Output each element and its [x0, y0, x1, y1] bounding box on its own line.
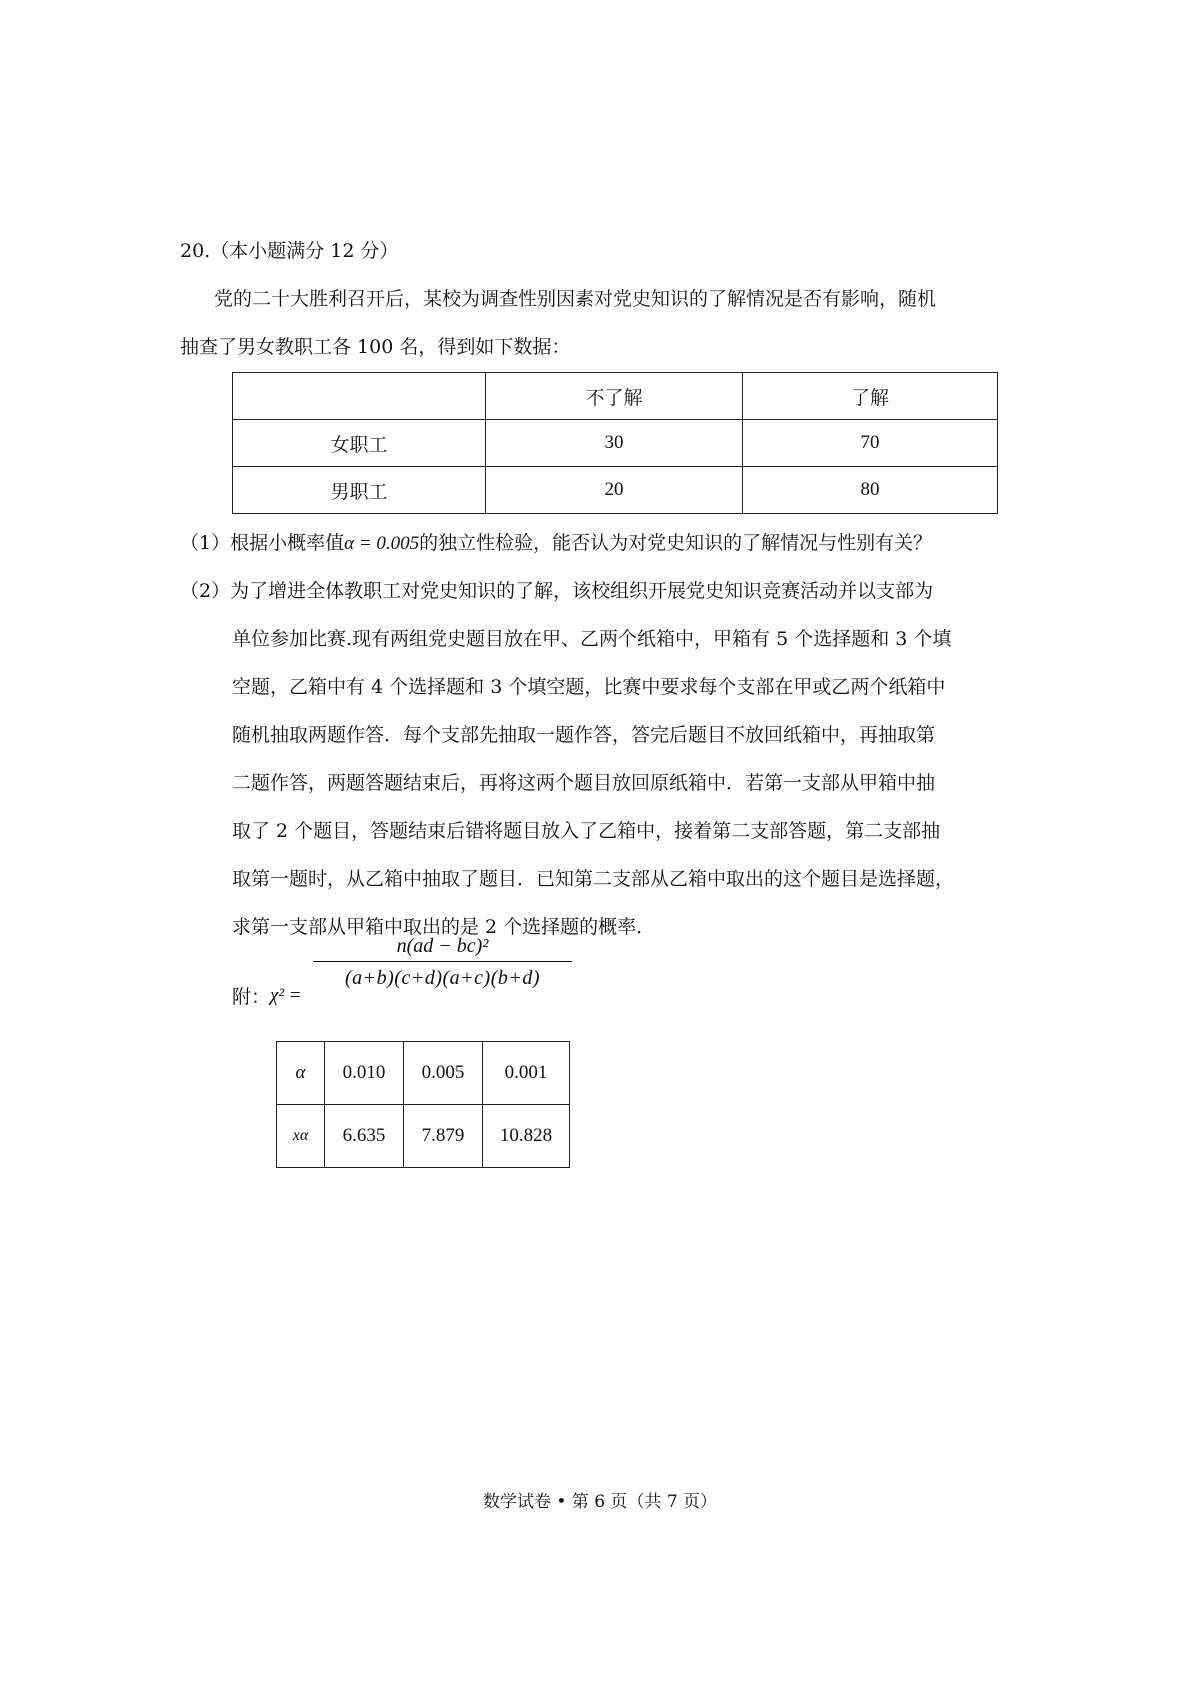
cell-female-aware: 70: [743, 420, 998, 467]
q2-line-5: 二题作答，两题答题结束后，再将这两个题目放回原纸箱中．若第一支部从甲箱中抽: [232, 772, 936, 794]
alpha-row: [277, 1042, 570, 1105]
alpha-value-3: 0.001: [483, 1042, 570, 1105]
fraction-bar: [313, 961, 572, 962]
x-alpha-value-3: 10.828: [483, 1105, 570, 1168]
x-alpha-value-1: 6.635: [325, 1105, 404, 1168]
intro-line-1: 党的二十大胜利召开后，某校为调查性别因素对党史知识的了解情况是否有影响，随机: [214, 288, 937, 310]
q1-suffix: 的独立性检验，能否认为对党史知识的了解情况与性别有关？: [419, 532, 933, 554]
survey-table: [232, 372, 998, 514]
chi-square-lhs: χ² =: [270, 985, 302, 1006]
x-alpha-row: [277, 1105, 570, 1168]
x-alpha-value-2: 7.879: [404, 1105, 483, 1168]
chi-square-fraction: [313, 933, 572, 992]
row-label-male: 男职工: [233, 467, 486, 514]
chi-square-numerator: n(ad − bc)²: [396, 935, 489, 957]
alpha-label: α: [277, 1042, 325, 1105]
q2-line-7: 取第一题时，从乙箱中抽取了题目．已知第二支部从乙箱中取出的这个题目是选择题，: [232, 868, 955, 890]
q2-line-6: 取了 2 个题目，答题结束后错将题目放入了乙箱中，接着第二支部答题，第二支部抽: [232, 820, 941, 842]
critical-value-table: [276, 1041, 570, 1168]
q2-line-2: 单位参加比赛.现有两组党史题目放在甲、乙两个纸箱中，甲箱有 5 个选择题和 3 个填: [232, 628, 952, 650]
intro-line-2: 抽查了男女教职工各 100 名，得到如下数据：: [180, 336, 571, 358]
q2-line-1: （2）为了增进全体教职工对党史知识的了解，该校组织开展党史知识竞赛活动并以支部为: [180, 580, 934, 602]
x-alpha-label: xα: [277, 1105, 325, 1168]
q1-formula: α = 0.005: [344, 533, 420, 554]
problem-header: 20.（本小题满分 12 分）: [180, 240, 399, 262]
alpha-value-2: 0.005: [404, 1042, 483, 1105]
cell-male-unaware: 20: [486, 467, 743, 514]
alpha-value-1: 0.010: [325, 1042, 404, 1105]
row-label-female: 女职工: [233, 420, 486, 467]
survey-row-female: [233, 420, 998, 467]
cell-male-aware: 80: [743, 467, 998, 514]
appendix-label: 附：: [232, 986, 271, 1008]
cell-female-unaware: 30: [486, 420, 743, 467]
question-1: [180, 531, 932, 556]
q2-line-3: 空题，乙箱中有 4 个选择题和 3 个填空题，比赛中要求每个支部在甲或乙两个纸箱中: [232, 676, 946, 698]
survey-header-row: [233, 373, 998, 420]
q2-line-4: 随机抽取两题作答．每个支部先抽取一题作答，答完后题目不放回纸箱中，再抽取第: [232, 724, 936, 746]
q2-line-8: 求第一支部从甲箱中取出的是 2 个选择题的概率．: [232, 916, 656, 938]
survey-header-aware: 了解: [743, 373, 998, 420]
survey-header-empty: [233, 373, 486, 420]
survey-header-unaware: 不了解: [486, 373, 743, 420]
q1-prefix: （1）根据小概率值: [180, 532, 345, 554]
survey-row-male: [233, 467, 998, 514]
page-footer: 数学试卷 • 第 6 页（共 7 页）: [482, 1492, 718, 1512]
chi-square-denominator: (a+b)(c+d)(a+c)(b+d): [344, 967, 541, 989]
